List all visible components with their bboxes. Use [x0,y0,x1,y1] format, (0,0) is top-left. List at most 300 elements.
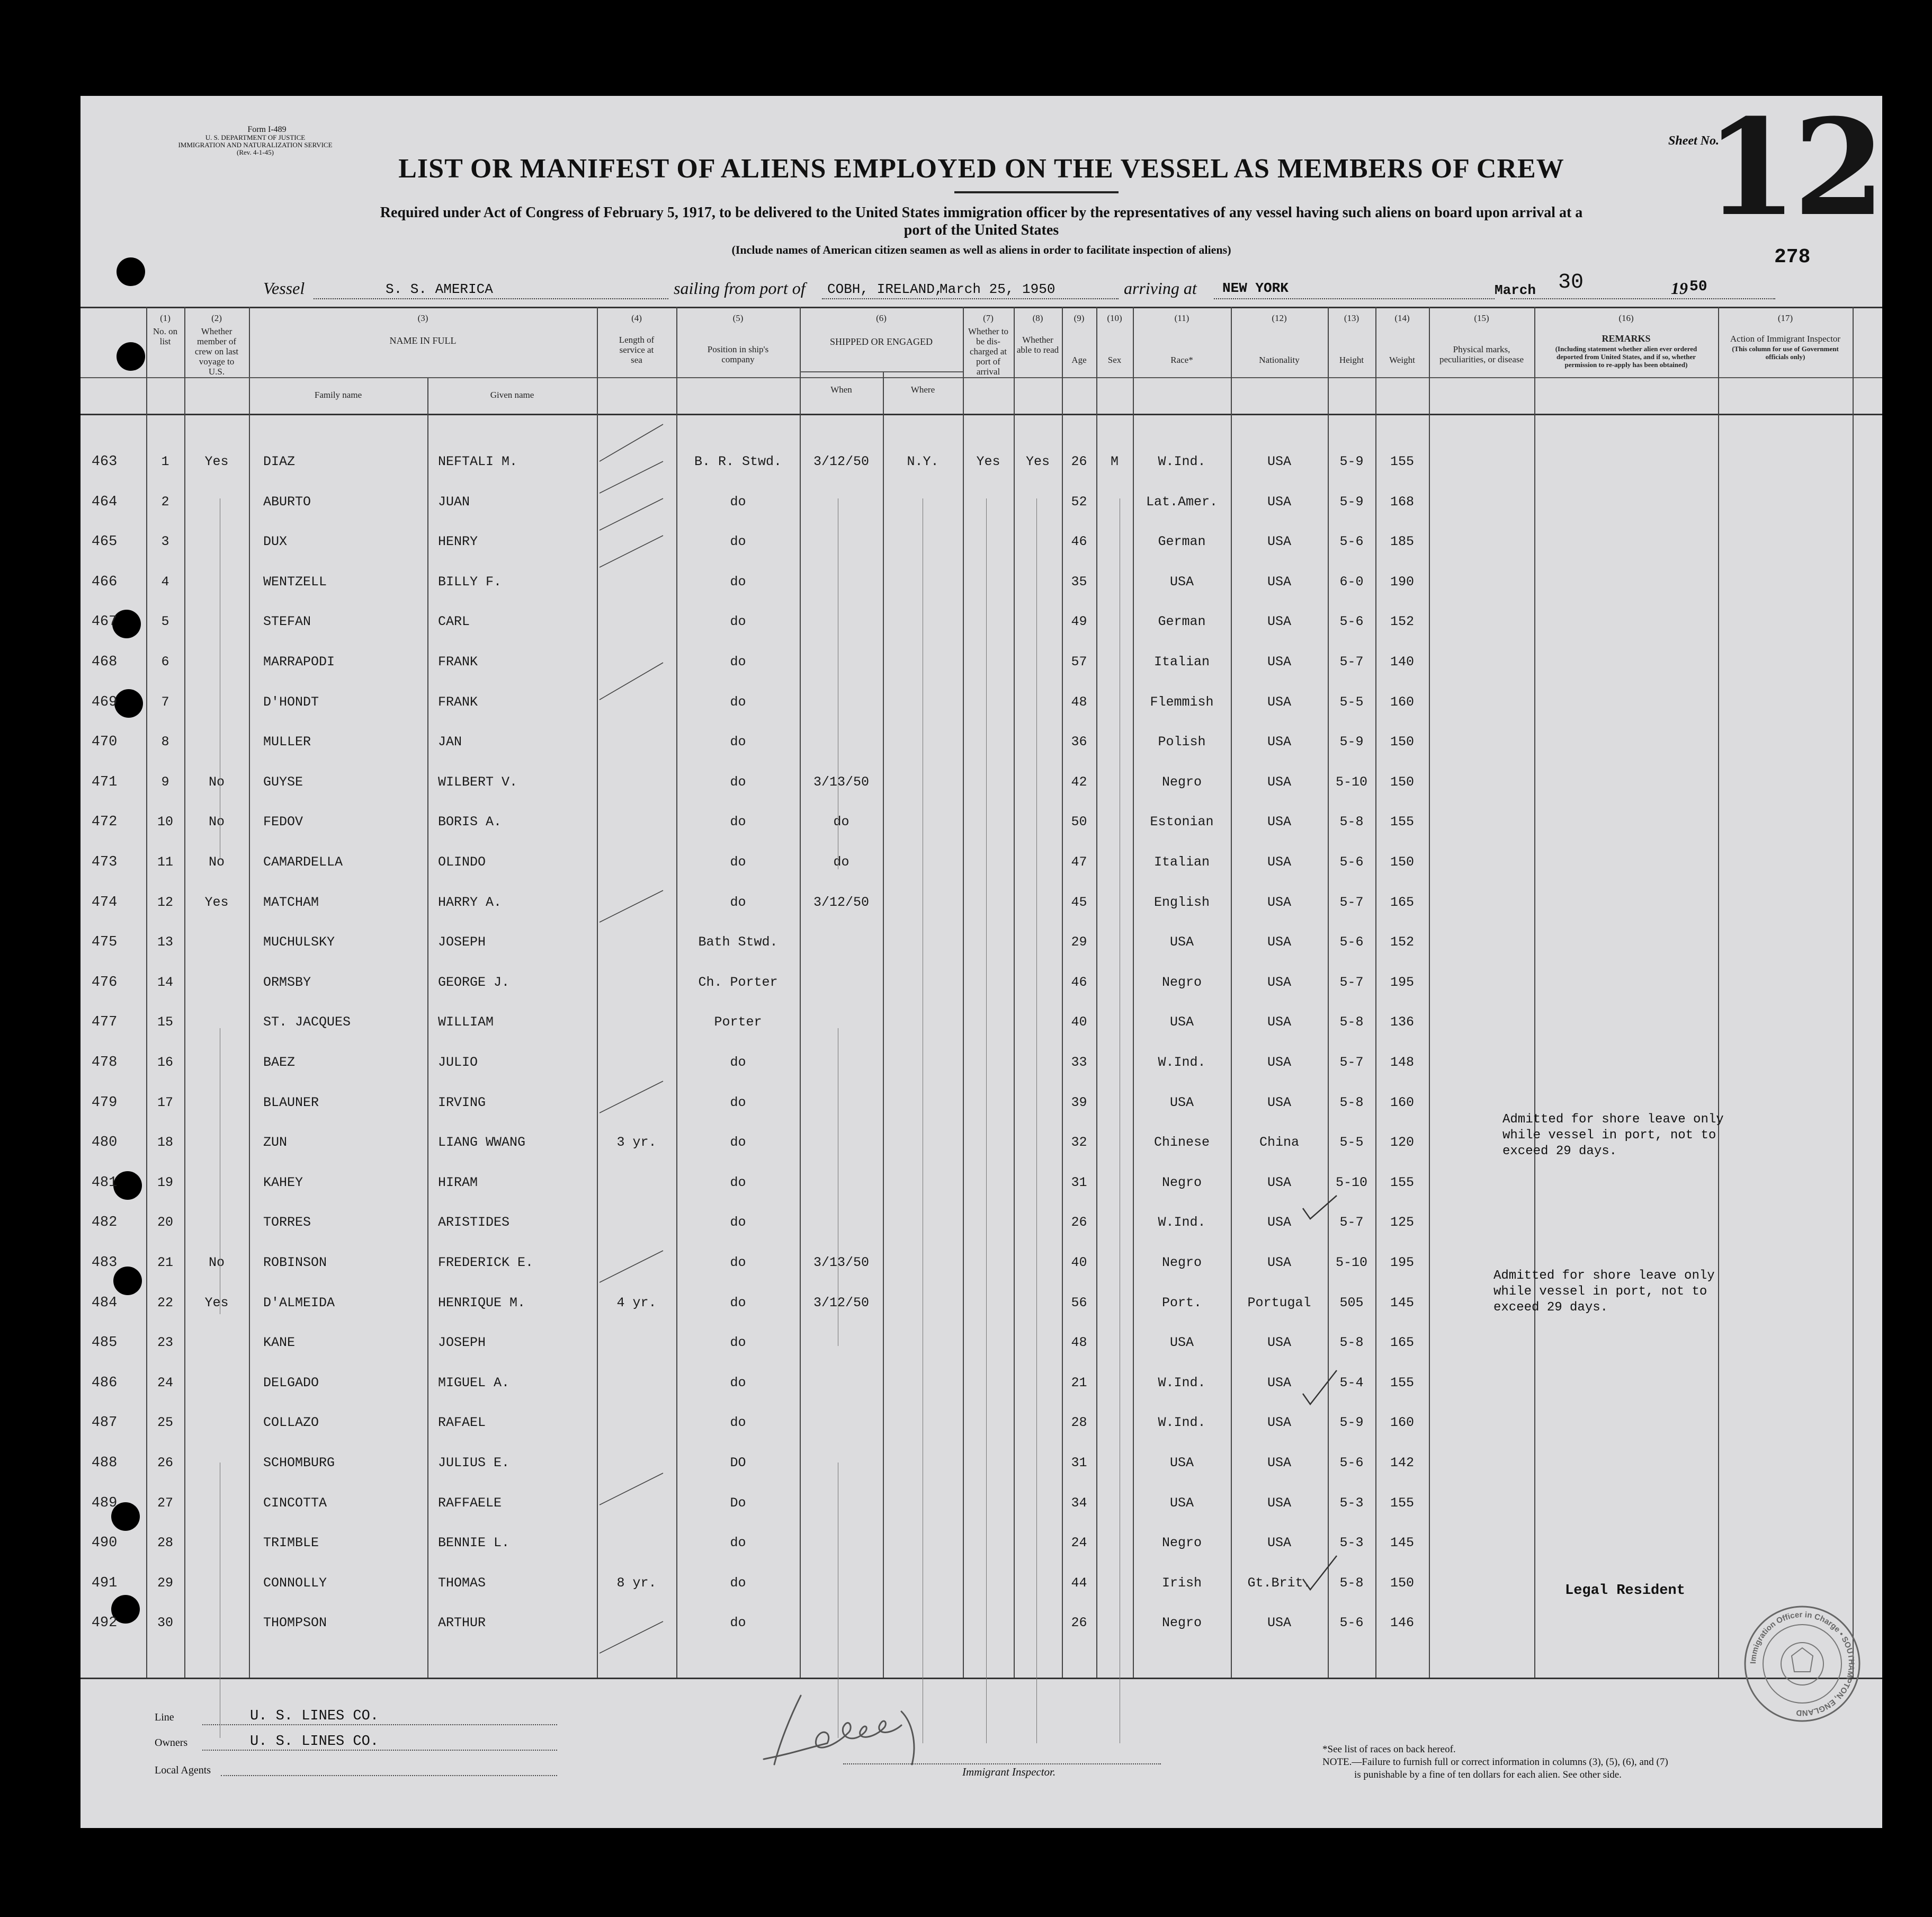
row-weight: 136 [1390,1014,1414,1030]
row-family-name: ST. JACQUES [263,1014,351,1030]
row-weight: 142 [1390,1455,1414,1470]
row-age: 36 [1071,734,1087,750]
row-position: do [730,854,746,870]
row-given-name: HENRY [438,534,478,550]
row-list-number: 22 [157,1295,173,1310]
row-list-number: 9 [161,774,169,790]
row-list-number: 2 [161,494,169,510]
line-label: Line [155,1711,174,1723]
row-weight: 146 [1390,1615,1414,1631]
row-age: 26 [1071,454,1087,469]
row-race: W.Ind. [1158,454,1206,469]
row-position: do [730,494,746,510]
col1-header: (1) No. on list [153,313,178,346]
row-shipped-when: do [833,814,849,830]
row-nationality: USA [1267,574,1291,590]
line-underline [202,1724,557,1725]
arrival-month: March [1495,282,1536,298]
col6-when-header: When [830,385,852,395]
dept-line1: U. S. DEPARTMENT OF JUSTICE [205,133,306,141]
arriving-label: arriving at [1124,279,1197,298]
row-race: Negro [1161,1174,1202,1190]
row-list-number: 1 [161,454,169,469]
check-mark-icon [1299,1553,1341,1595]
row-family-name: ABURTO [263,494,311,510]
row-height: 5-3 [1339,1495,1364,1511]
row-nationality: USA [1267,854,1291,870]
subtitle-note: (Include names of American citizen seamen as well as aliens in order to facilitate inspection of aliens) [731,243,1231,256]
column-rule [1133,307,1134,1678]
row-position: DO [730,1455,746,1470]
row-nationality: USA [1267,1415,1291,1431]
col3-family-header: Family name [314,390,362,400]
row-reference-number: 484 [91,1295,118,1311]
sailing-underline [822,298,1119,299]
col14-header: (14) Weight [1389,313,1415,365]
col17-header: (17) Action of Immigrant Inspector (This column for use of Government officials only) [1730,313,1841,361]
row-height: 5-9 [1339,734,1364,750]
col4-header: (4) Length of service at sea [619,313,655,365]
row-list-number: 29 [157,1575,173,1591]
row-list-number: 30 [157,1615,173,1631]
row-list-number: 20 [157,1215,173,1231]
row-age: 34 [1071,1495,1087,1511]
col2-header: (2) Whether member of crew on last voyage to U.S. [194,313,239,377]
row-list-number: 3 [161,534,169,550]
check-mark-icon [1299,1192,1341,1224]
row-given-name: JUAN [438,494,470,510]
row-reference-number: 492 [91,1615,118,1631]
ditto-stroke [1036,498,1037,1743]
row-reference-number: 473 [91,854,118,870]
row-nationality: USA [1267,814,1291,830]
row-race: USA [1169,1455,1194,1470]
row-race: W.Ind. [1158,1215,1206,1231]
row-reference-number: 475 [91,934,118,951]
row-height: 5-6 [1339,534,1364,550]
row-reference-number: 483 [91,1255,118,1271]
row-nationality: Portugal [1247,1295,1311,1310]
col9-header: (9) Age [1071,313,1087,365]
date-underline [1510,298,1775,299]
row-race: Negro [1161,774,1202,790]
row-position: do [730,614,746,630]
row-race: Italian [1153,854,1210,870]
sheet-label: Sheet No. [1668,134,1719,148]
owners-underline [202,1750,557,1751]
row-height: 5-6 [1339,854,1364,870]
row-height: 5-4 [1339,1375,1364,1390]
row-reference-number: 486 [91,1375,118,1391]
inspector-label: Immigrant Inspector. [962,1766,1056,1778]
row-reference-number: 478 [91,1055,118,1071]
row-nationality: USA [1267,1535,1291,1551]
row-shipped-when: do [833,854,849,870]
row-height: 5-8 [1339,814,1364,830]
row-reference-number: 467 [91,614,118,630]
row-list-number: 13 [157,934,173,950]
row-family-name: D'HONDT [263,694,319,710]
row-position: do [730,1335,746,1351]
row-given-name: GEORGE J. [438,974,510,990]
row-shipped-when: 3/12/50 [813,894,870,910]
row-height: 5-3 [1339,1535,1364,1551]
col8-header: (8) Whether able to read [1016,313,1059,355]
row-family-name: KAHEY [263,1174,303,1190]
sheet-number: 12 [1705,90,1881,245]
row-age: 42 [1071,774,1087,790]
row-family-name: STEFAN [263,614,311,630]
row-family-name: TRIMBLE [263,1535,319,1551]
row-height: 5-6 [1339,1455,1364,1470]
row-position: do [730,894,746,910]
table-top-rule [80,307,1882,308]
remark-row-18: Admitted for shore leave only while vessel in port, not to exceed 29 days. [1502,1112,1724,1158]
sailing-port: COBH, IRELAND, [827,281,943,297]
col6-header: (6) SHIPPED OR ENGAGED [829,313,933,347]
row-prior-voyage: No [208,774,225,790]
row-given-name: HIRAM [438,1174,478,1190]
row-given-name: HARRY A. [438,894,502,910]
row-nationality: USA [1267,694,1291,710]
title-underline [954,191,1119,193]
row-family-name: THOMPSON [263,1615,327,1631]
row-race: German [1158,534,1206,550]
row-age: 47 [1071,854,1087,870]
row-discharged: Yes [976,454,1000,469]
row-position: do [730,1295,746,1310]
column-rule [1328,307,1329,1678]
row-service-length: 8 yr. [616,1575,657,1591]
dept-line2: IMMIGRATION AND NATURALIZATION SERVICE [178,141,333,149]
row-given-name: JULIUS E. [438,1455,510,1470]
row-weight: 155 [1390,1174,1414,1190]
column-rule [1014,307,1015,1678]
column-rule [1853,307,1854,1678]
row-race: Polish [1158,734,1206,750]
row-nationality: USA [1267,1455,1291,1470]
row-given-name: FRANK [438,694,478,710]
col5-header: (5) Position in ship's company [707,313,769,364]
row-age: 46 [1071,534,1087,550]
row-position: do [730,1375,746,1390]
row-height: 5-8 [1339,1335,1364,1351]
row-given-name: HENRIQUE M. [438,1295,526,1310]
column-rule [146,307,147,1678]
row-height: 5-7 [1339,654,1364,670]
row-age: 52 [1071,494,1087,510]
row-position: do [730,774,746,790]
row-position: do [730,1215,746,1231]
remark-row-22: Admitted for shore leave only while vessel in port, not to exceed 29 days. [1493,1269,1715,1315]
row-race: Port. [1161,1295,1202,1310]
row-weight: 152 [1390,614,1414,630]
row-family-name: DELGADO [263,1375,319,1390]
row-prior-voyage: Yes [204,454,229,469]
row-reference-number: 485 [91,1335,118,1351]
row-age: 32 [1071,1135,1087,1151]
col11-header: (11) Race* [1170,313,1193,365]
row-list-number: 15 [157,1014,173,1030]
row-given-name: MIGUEL A. [438,1375,510,1390]
row-race: German [1158,614,1206,630]
row-age: 45 [1071,894,1087,910]
remark-row-29: Legal Resident [1565,1583,1685,1599]
row-nationality: USA [1267,1495,1291,1511]
row-service-length: 3 yr. [616,1135,657,1151]
row-nationality: USA [1267,974,1291,990]
form-revision: (Rev. 4-1-45) [237,148,274,156]
column-rule [427,377,428,1678]
row-height: 5-9 [1339,1415,1364,1431]
vessel-label: Vessel [263,279,305,298]
row-shipped-when: 3/13/50 [813,1255,870,1270]
row-family-name: FEDOV [263,814,303,830]
page-number: 278 [1774,246,1811,269]
row-height: 5-9 [1339,454,1364,469]
sailing-label: sailing from port of [674,279,806,298]
row-position: do [730,654,746,670]
row-position: do [730,1615,746,1631]
row-reference-number: 477 [91,1014,118,1031]
row-family-name: MATCHAM [263,894,319,910]
row-race: USA [1169,1014,1194,1030]
row-family-name: WENTZELL [263,574,327,590]
row-weight: 165 [1390,1335,1414,1351]
row-weight: 150 [1390,774,1414,790]
row-family-name: CAMARDELLA [263,854,343,870]
row-given-name: FREDERICK E. [438,1255,534,1270]
row-list-number: 23 [157,1335,173,1351]
row-weight: 150 [1390,734,1414,750]
row-list-number: 21 [157,1255,173,1270]
row-reference-number: 465 [91,534,118,550]
row-race: Lat.Amer. [1146,494,1218,510]
inspector-underline [843,1763,1161,1764]
row-nationality: USA [1267,1255,1291,1270]
row-position: do [730,574,746,590]
name-subrule [249,377,597,378]
row-family-name: ORMSBY [263,974,311,990]
row-position: do [730,1135,746,1151]
row-given-name: ARTHUR [438,1615,486,1631]
row-family-name: ROBINSON [263,1255,327,1270]
row-list-number: 16 [157,1055,173,1070]
row-family-name: ZUN [263,1135,288,1151]
row-weight: 150 [1390,1575,1414,1591]
row-reference-number: 464 [91,494,118,510]
row-position: do [730,694,746,710]
row-nationality: USA [1267,454,1291,469]
row-position: do [730,1094,746,1110]
row-nationality: USA [1267,1615,1291,1631]
row-race: W.Ind. [1158,1415,1206,1431]
row-nationality: USA [1267,1014,1291,1030]
column-rule [1718,307,1719,1678]
row-age: 31 [1071,1455,1087,1470]
row-position: do [730,814,746,830]
row-height: 5-8 [1339,1575,1364,1591]
row-list-number: 17 [157,1094,173,1110]
row-age: 44 [1071,1575,1087,1591]
row-given-name: BENNIE L. [438,1535,510,1551]
punch-hole [113,1267,142,1295]
row-family-name: DIAZ [263,454,296,469]
row-given-name: LIANG WWANG [438,1135,526,1151]
sailing-date: March 25, 1950 [940,281,1056,297]
row-reference-number: 474 [91,894,118,911]
table-bottom-rule [80,1678,1882,1679]
row-age: 48 [1071,1335,1087,1351]
row-age: 40 [1071,1014,1087,1030]
row-race: USA [1169,934,1194,950]
col13-header: (13) Height [1339,313,1364,365]
row-prior-voyage: Yes [204,1295,229,1310]
column-rule [1096,307,1097,1678]
form-label: Form I-489 [247,125,287,134]
column-rule [883,371,884,1678]
row-age: 48 [1071,694,1087,710]
row-height: 5-7 [1339,1055,1364,1070]
row-reference-number: 476 [91,974,118,991]
row-height: 5-10 [1335,1174,1367,1190]
row-age: 49 [1071,614,1087,630]
line-value: U. S. LINES CO. [250,1708,379,1724]
col12-header: (12) Nationality [1259,313,1300,365]
arrival-day: 30 [1558,271,1584,295]
row-height: 5-6 [1339,614,1364,630]
row-weight: 190 [1390,574,1414,590]
row-weight: 145 [1390,1295,1414,1310]
row-given-name: WILBERT V. [438,774,518,790]
row-given-name: FRANK [438,654,478,670]
row-given-name: RAFAEL [438,1415,486,1431]
row-reference-number: 480 [91,1135,118,1151]
row-height: 5-8 [1339,1094,1364,1110]
column-rule [1534,307,1535,1678]
vessel-underline [314,298,668,299]
row-position: do [730,1535,746,1551]
row-age: 26 [1071,1615,1087,1631]
column-rule [249,307,250,1678]
row-race: USA [1169,1495,1194,1511]
row-height: 5-10 [1335,1255,1367,1270]
col16-header: (16) REMARKS (Including statement whether alien ever ordered deported from United States, and if so, whether permission to re-apply has been obtained) [1555,313,1697,369]
form-id-block [219,125,315,134]
footer-notes: *See list of races on back hereof. NOTE.—Failure to furnish full or correct information in columns (3), (5), (6), and (7) is punishable by a fine of ten dollars for each alien. See other side. [1322,1744,1668,1780]
row-age: 35 [1071,574,1087,590]
row-weight: 160 [1390,1094,1414,1110]
row-weight: 195 [1390,974,1414,990]
row-given-name: IRVING [438,1094,486,1110]
row-age: 29 [1071,934,1087,950]
agents-label: Local Agents [155,1764,211,1776]
row-list-number: 27 [157,1495,173,1511]
row-height: 5-7 [1339,894,1364,910]
column-rule [963,307,964,1678]
row-family-name: BLAUNER [263,1094,319,1110]
subtitle-line1: Required under Act of Congress of February 5, 1917, to be delivered to the United States immigration officer by the representatives of any vessel having such aliens on board upon arrival at a [380,204,1583,221]
row-family-name: CONNOLLY [263,1575,327,1591]
row-weight: 160 [1390,694,1414,710]
row-weight: 150 [1390,854,1414,870]
row-weight: 148 [1390,1055,1414,1070]
row-weight: 165 [1390,894,1414,910]
row-weight: 155 [1390,1375,1414,1390]
row-list-number: 4 [161,574,169,590]
column-rule [1375,307,1376,1678]
row-position: do [730,534,746,550]
row-reference-number: 488 [91,1455,118,1471]
row-list-number: 12 [157,894,173,910]
row-weight: 120 [1390,1135,1414,1151]
row-list-number: 28 [157,1535,173,1551]
row-position: do [730,1415,746,1431]
row-reference-number: 487 [91,1415,118,1431]
row-position: do [730,734,746,750]
row-height: 5-6 [1339,1615,1364,1631]
row-age: 26 [1071,1215,1087,1231]
row-age: 28 [1071,1415,1087,1431]
row-given-name: JULIO [438,1055,478,1070]
row-family-name: MARRAPODI [263,654,335,670]
row-position: Porter [714,1014,762,1030]
row-height: 5-10 [1335,774,1367,790]
row-position: Bath Stwd. [698,934,778,950]
row-height: 505 [1339,1295,1364,1310]
row-height: 5-6 [1339,934,1364,950]
owners-label: Owners [155,1737,188,1749]
row-weight: 155 [1390,454,1414,469]
row-list-number: 11 [157,854,173,870]
row-able-to-read: Yes [1025,454,1050,469]
row-nationality: USA [1267,1375,1291,1390]
row-family-name: D'ALMEIDA [263,1295,335,1310]
row-position: Ch. Porter [698,974,778,990]
row-position: do [730,1055,746,1070]
row-age: 24 [1071,1535,1087,1551]
row-reference-number: 471 [91,774,118,790]
check-mark-icon [1299,1367,1341,1410]
row-age: 31 [1071,1174,1087,1190]
header-bottom-rule [80,414,1882,415]
row-height: 5-5 [1339,1135,1364,1151]
row-reference-number: 482 [91,1215,118,1231]
row-list-number: 26 [157,1455,173,1470]
row-weight: 195 [1390,1255,1414,1270]
row-race: Italian [1153,654,1210,670]
row-race: W.Ind. [1158,1055,1206,1070]
row-given-name: CARL [438,614,470,630]
col3-header: (3) NAME IN FULL [389,313,457,346]
row-age: 33 [1071,1055,1087,1070]
owners-value: U. S. LINES CO. [250,1734,379,1750]
column-rule [1429,307,1430,1678]
row-race: USA [1169,1335,1194,1351]
row-reference-number: 470 [91,734,118,751]
row-weight: 185 [1390,534,1414,550]
row-family-name: SCHOMBURG [263,1455,335,1470]
row-age: 21 [1071,1375,1087,1390]
row-given-name: BORIS A. [438,814,502,830]
row-height: 5-7 [1339,1215,1364,1231]
row-given-name: THOMAS [438,1575,486,1591]
row-nationality: USA [1267,934,1291,950]
row-reference-number: 490 [91,1535,118,1552]
row-race: Negro [1161,974,1202,990]
subtitle-line2: port of the United States [904,222,1059,238]
row-age: 46 [1071,974,1087,990]
